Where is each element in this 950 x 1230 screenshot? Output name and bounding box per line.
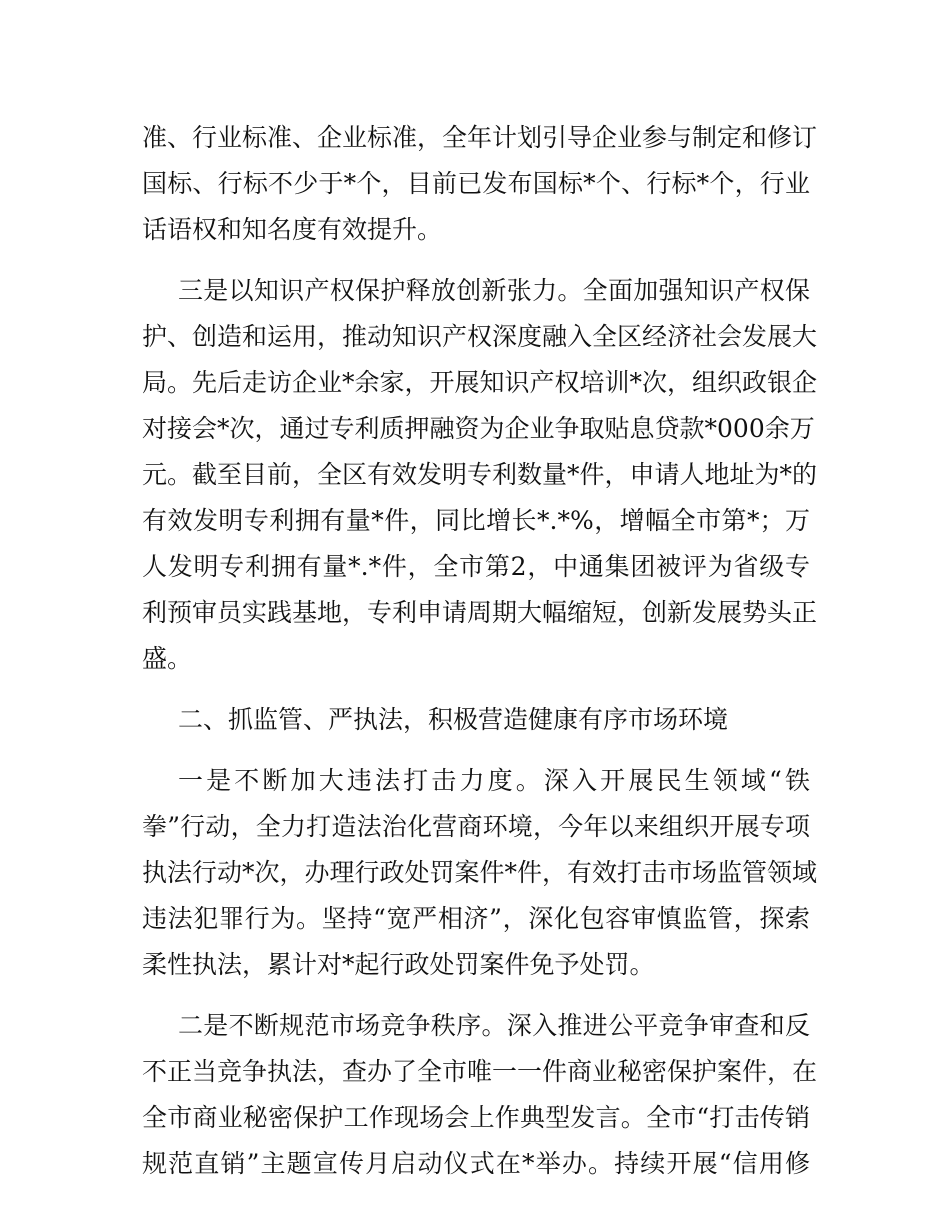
text-line: 三是以知识产权保护释放创新张力。全面加强知识产权保 bbox=[178, 276, 810, 305]
text-line: 话语权和知名度有效提升。 bbox=[142, 215, 443, 244]
paragraph-standards bbox=[142, 115, 818, 253]
section-heading bbox=[142, 697, 810, 743]
text-line: 拳”行动，全力打造法治化营商环境，今年以来组织开展专项 bbox=[142, 812, 810, 841]
text-line: 柔性执法，累计对*起行政处罚案件免予处罚。 bbox=[142, 950, 655, 979]
text-line: 人发明专利拥有量*.*件，全市第2，中通集团被评为省级专 bbox=[142, 552, 810, 581]
text-line: 准、行业标准、企业标准，全年计划引导企业参与制定和修订 bbox=[142, 123, 818, 152]
heading-text: 二、抓监管、严执法，积极营造健康有序市场环境 bbox=[178, 705, 729, 734]
text-line: 局。先后走访企业*余家，开展知识产权培训*次，组织政银企 bbox=[142, 368, 818, 397]
text-line: 利预审员实践基地，专利申请周期大幅缩短，创新发展势头正 bbox=[142, 598, 818, 627]
text-line: 违法犯罪行为。坚持“宽严相济”，深化包容审慎监管，探索 bbox=[142, 904, 810, 933]
text-line: 一是不断加大违法打击力度。深入开展民生领域“铁 bbox=[178, 766, 810, 795]
text-line: 规范直销”主题宣传月启动仪式在*举办。持续开展“信用修 bbox=[142, 1149, 810, 1178]
text-line: 国标、行标不少于*个，目前已发布国标*个、行标*个，行业 bbox=[142, 169, 810, 198]
text-line: 有效发明专利拥有量*件，同比增长*.*%，增幅全市第*；万 bbox=[142, 506, 810, 535]
text-line: 元。截至目前，全区有效发明专利数量*件，申请人地址为*的 bbox=[142, 460, 818, 489]
paragraph-enforcement bbox=[142, 758, 818, 988]
text-line: 二是不断规范市场竞争秩序。深入推进公平竞争审查和反 bbox=[178, 1011, 810, 1040]
text-line: 盛。 bbox=[142, 644, 193, 673]
text-line: 对接会*次，通过专利质押融资为企业争取贴息贷款*000余万 bbox=[142, 414, 815, 443]
paragraph-competition bbox=[142, 1003, 818, 1187]
paragraph-ip-protection bbox=[142, 268, 818, 682]
text-line: 执法行动*次，办理行政处罚案件*件，有效打击市场监管领域 bbox=[142, 858, 818, 887]
document-body bbox=[142, 115, 818, 1202]
text-line: 护、创造和运用，推动知识产权深度融入全区经济社会发展大 bbox=[142, 322, 818, 351]
text-line: 不正当竞争执法，查办了全市唯一一件商业秘密保护案件，在 bbox=[142, 1057, 818, 1086]
text-line: 全市商业秘密保护工作现场会上作典型发言。全市“打击传销 bbox=[142, 1103, 810, 1132]
